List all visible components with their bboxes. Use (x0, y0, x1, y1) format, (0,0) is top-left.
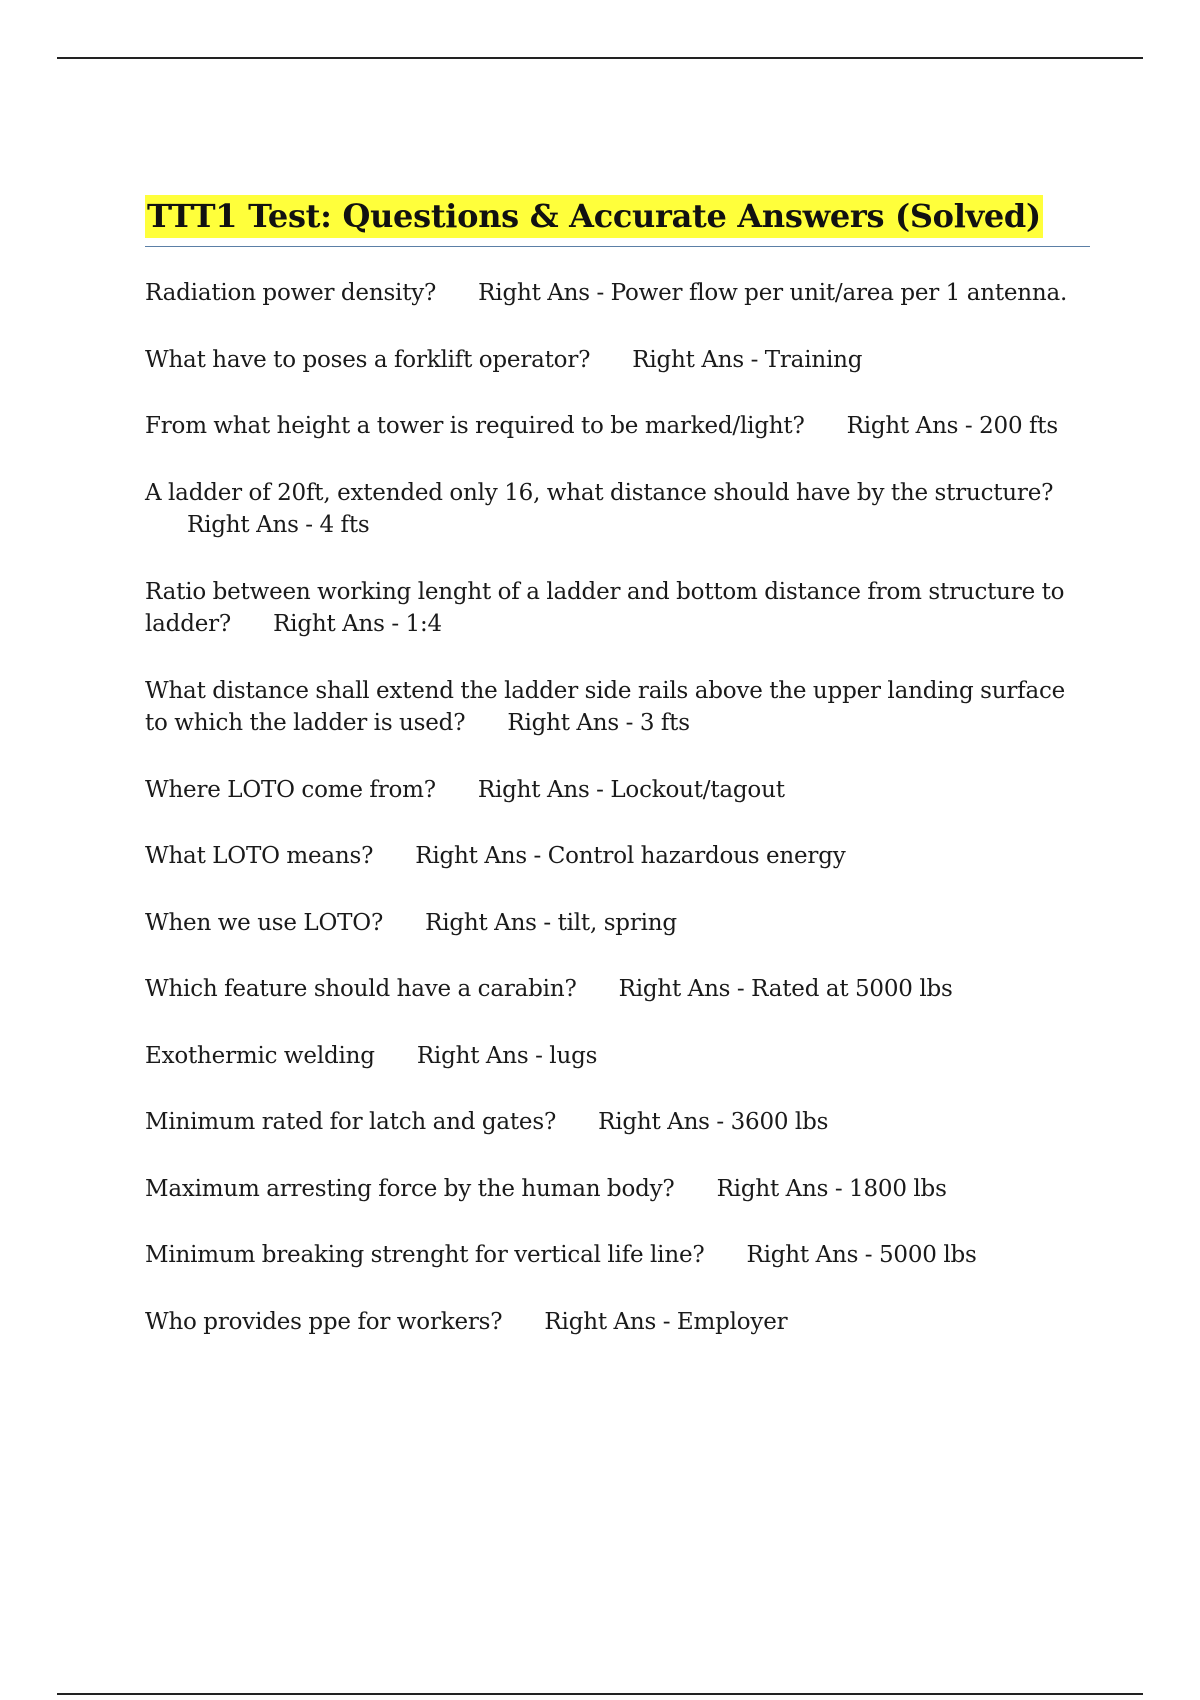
answer-text: 3600 lbs (730, 1109, 829, 1135)
answer-prefix: Right Ans - (746, 1242, 879, 1268)
answer-prefix: Right Ans - (415, 843, 548, 869)
qa-item (145, 1040, 1090, 1073)
qa-item (145, 277, 1090, 310)
answer-text: Power flow per unit/area per 1 antenna. (610, 280, 1068, 306)
qa-item (145, 1173, 1090, 1206)
qa-item (145, 774, 1090, 807)
qa-item (145, 840, 1090, 873)
answer-prefix: Right Ans - (477, 776, 611, 803)
answer-prefix: Right Ans - (598, 1109, 731, 1135)
answer-text: Lockout/tagout (610, 776, 785, 803)
qa-item (145, 973, 1090, 1006)
qa-item (145, 1239, 1090, 1272)
question-text: Who provides ppe for workers? (145, 1308, 503, 1335)
question-text: A ladder of 20ft, extended only 16, what distance should have by the structure? (145, 479, 1054, 506)
answer-text: Rated at 5000 lbs (751, 976, 953, 1002)
question-text: Ratio between working lenght of a ladder and bottom distance from structure to ladder? (145, 578, 1065, 637)
answer-text: tilt, spring (557, 909, 677, 936)
answer-prefix: Right Ans - (425, 909, 558, 936)
question-text: Which feature should have a carabin? (145, 976, 577, 1002)
answer-prefix: Right Ans - (632, 346, 765, 373)
qa-item (145, 477, 1090, 542)
qa-list (145, 277, 1090, 1338)
answer-prefix: Right Ans - (544, 1308, 677, 1335)
answer-prefix: Right Ans - (273, 611, 406, 637)
question-text: Maximum arresting force by the human body? (145, 1175, 675, 1202)
qa-item (145, 907, 1090, 940)
footer-rule (57, 1693, 1143, 1695)
answer-prefix: Right Ans - (507, 710, 640, 736)
answer-text: 4 fts (319, 512, 370, 538)
qa-item (145, 1306, 1090, 1339)
answer-text: 200 fts (979, 413, 1058, 439)
question-text: When we use LOTO? (145, 909, 384, 936)
qa-item (145, 576, 1090, 641)
document-title: TTT1 Test: Questions & Accurate Answers (Solved) (145, 195, 1043, 238)
question-text: Radiation power density? (145, 280, 437, 306)
qa-item (145, 1106, 1090, 1139)
qa-item (145, 344, 1090, 377)
question-text: Minimum breaking strenght for vertical life line? (145, 1242, 705, 1268)
title-block (145, 195, 1090, 247)
answer-prefix: Right Ans - (716, 1175, 850, 1202)
answer-prefix: Right Ans - (187, 512, 320, 538)
question-text: What distance shall extend the ladder side rails above the upper landing surface to which the ladder is used? (145, 677, 1066, 736)
answer-text: Employer (676, 1308, 788, 1335)
answer-text: Control hazardous energy (547, 843, 846, 869)
question-text: Where LOTO come from? (145, 776, 436, 803)
question-text: What have to poses a forklift operator? (145, 346, 591, 373)
answer-prefix: Right Ans - (416, 1042, 550, 1069)
answer-text: Training (764, 346, 863, 373)
header-rule (57, 57, 1143, 59)
answer-prefix: Right Ans - (846, 413, 980, 439)
answer-prefix: Right Ans - (618, 976, 752, 1002)
answer-text: 1800 lbs (849, 1175, 947, 1202)
qa-item (145, 410, 1090, 443)
answer-prefix: Right Ans - (478, 280, 611, 306)
answer-text: 1:4 (405, 611, 442, 637)
answer-text: 5000 lbs (878, 1242, 977, 1268)
question-text: What LOTO means? (145, 843, 374, 869)
answer-text: 3 fts (639, 710, 690, 736)
qa-item (145, 675, 1090, 740)
question-text: Exothermic welding (145, 1042, 375, 1069)
question-text: Minimum rated for latch and gates? (145, 1109, 557, 1135)
document-body (145, 195, 1090, 1372)
question-text: From what height a tower is required to be marked/light? (145, 413, 805, 439)
answer-text: lugs (549, 1042, 598, 1069)
